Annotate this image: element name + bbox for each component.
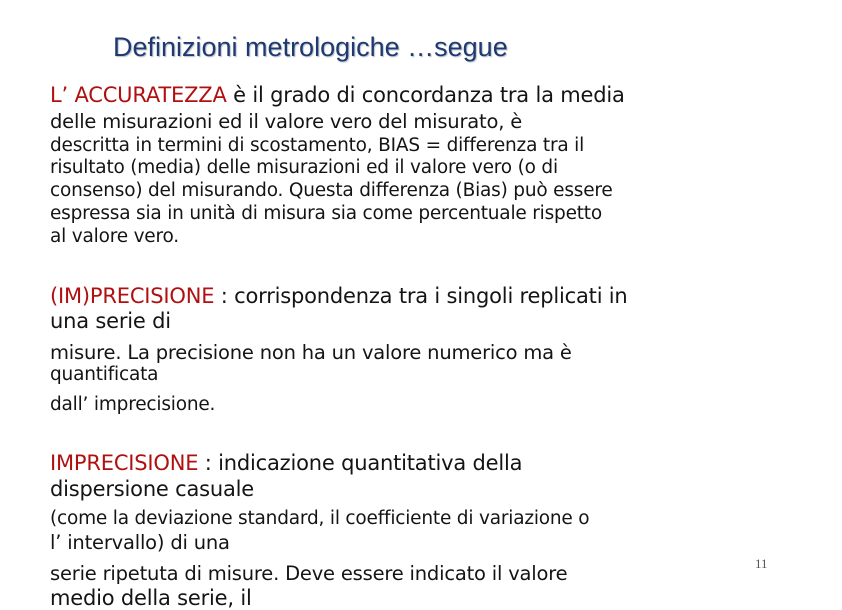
accuratezza-line-3: descritta in termini di scostamento, BIAS = differenza tra il: [50, 135, 585, 156]
accuratezza-line-5: consenso) del misurando. Questa differenza (Bias) può essere: [50, 180, 613, 201]
precisione-line-5: dall’ imprecisione.: [50, 394, 216, 415]
precisione-line-4: quantificata: [50, 364, 159, 385]
imprecisione-line-5: serie ripetuta di misure. Deve essere indicato il valore: [50, 562, 568, 585]
slide-title: Definizioni metrologiche …segue: [113, 32, 508, 62]
precisione-line-2: una serie di: [50, 309, 171, 333]
imprecisione-line-4: l’ intervallo) di una: [50, 531, 230, 554]
page-number: 11: [755, 556, 768, 571]
accuratezza-term: L’ ACCURATEZZA: [50, 83, 227, 107]
accuratezza-line-6: espressa sia in unità di misura sia come percentuale rispetto: [50, 203, 602, 224]
imprecisione-line-6: medio della serie, il: [50, 586, 252, 610]
imprecisione-line-1: IMPRECISIONE : indicazione quantitativa della: [50, 451, 523, 475]
precisione-term: (IM)PRECISIONE: [50, 284, 215, 308]
imprecisione-term: IMPRECISIONE: [50, 451, 199, 475]
precisione-line-1: (IM)PRECISIONE : corrispondenza tra i singoli replicati in: [50, 284, 628, 308]
accuratezza-line-7: al valore vero.: [50, 226, 179, 247]
accuratezza-line-1: L’ ACCURATEZZA è il grado di concordanza tra la media: [50, 83, 625, 107]
accuratezza-line-4: risultato (media) delle misurazioni ed il valore vero (o di: [50, 157, 558, 178]
accuratezza-line-2: delle misurazioni ed il valore vero del misurato, è: [50, 110, 523, 133]
precisione-line-3: misure. La precisione non ha un valore numerico ma è: [50, 341, 572, 364]
imprecisione-line-2: dispersione casuale: [50, 477, 255, 501]
imprecisione-line-3: (come la deviazione standard, il coefficiente di variazione o: [50, 508, 590, 529]
